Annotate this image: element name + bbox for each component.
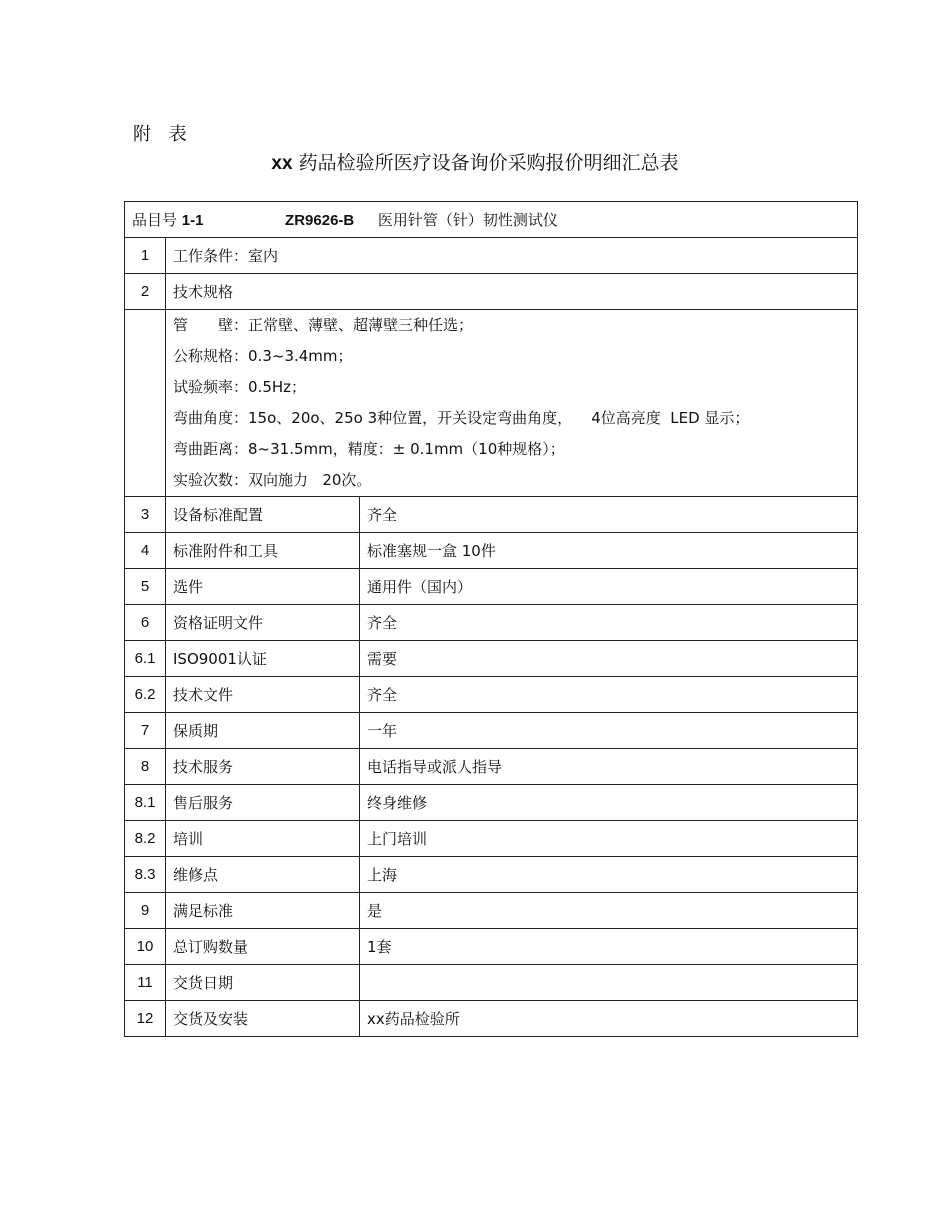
table-row [125, 821, 858, 857]
row-item: 技术文件 [166, 677, 360, 713]
row-value: 通用件（国内） [360, 569, 858, 605]
row-item: 选件 [166, 569, 360, 605]
spec-value: 0.3~3.4mm； [248, 347, 353, 365]
row-item: 满足标准 [166, 893, 360, 929]
row-number: 8 [125, 749, 166, 785]
row-item: 售后服务 [166, 785, 360, 821]
item-number: 1-1 [181, 212, 204, 229]
row-value: 需要 [360, 641, 858, 677]
table-row [125, 1001, 858, 1037]
spec-line [173, 341, 850, 372]
row-text: 工作条件：室内 [166, 238, 858, 274]
row-value: 齐全 [360, 497, 858, 533]
item-header-cell [125, 202, 858, 238]
spec-line [173, 465, 850, 496]
spec-value: 8~31.5mm，精度：± 0.1mm（10种规格）； [248, 440, 565, 458]
row-value: 上门培训 [360, 821, 858, 857]
row-value: 标准塞规一盒 10件 [360, 533, 858, 569]
spec-label: 管 壁： [173, 316, 249, 334]
table-row [125, 569, 858, 605]
row-item: 交货日期 [166, 965, 360, 1001]
table-row [125, 497, 858, 533]
table-row [125, 533, 858, 569]
row-number: 8.1 [125, 785, 166, 821]
row-value: 1套 [360, 929, 858, 965]
row-item: 总订购数量 [166, 929, 360, 965]
row-item: 设备标准配置 [166, 497, 360, 533]
spec-value: 双向施力 20次。 [248, 471, 372, 489]
row-number: 1 [125, 238, 166, 274]
table-row [125, 677, 858, 713]
row-value: 上海 [360, 857, 858, 893]
requirement-rows [125, 497, 858, 1037]
row-number: 8.3 [125, 857, 166, 893]
row-item: 维修点 [166, 857, 360, 893]
row-item: 资格证明文件 [166, 605, 360, 641]
attachment-label: 附 表 [133, 124, 193, 145]
item-number-label: 品目号 [132, 211, 178, 229]
table-row [125, 641, 858, 677]
spec-label: 公称规格： [173, 347, 249, 365]
table-row [125, 605, 858, 641]
title-prefix: xx [271, 153, 293, 174]
table-row [125, 749, 858, 785]
table-row [125, 785, 858, 821]
spec-line [173, 434, 850, 465]
row-text: 技术规格 [166, 274, 858, 310]
row-item: 技术服务 [166, 749, 360, 785]
row-number: 5 [125, 569, 166, 605]
spec-label: 实验次数： [173, 471, 249, 489]
row-value: 电话指导或派人指导 [360, 749, 858, 785]
row-value: xx药品检验所 [360, 1001, 858, 1037]
spec-value: 正常壁、薄壁、超薄壁三种任选； [248, 316, 474, 334]
row-number: 11 [125, 965, 166, 1001]
row-item: 标准附件和工具 [166, 533, 360, 569]
item-model: ZR9626-B [285, 212, 355, 229]
spec-label: 弯曲距离： [173, 440, 249, 458]
row-item: 培训 [166, 821, 360, 857]
item-name: 医用针管（针）韧性测试仪 [377, 211, 558, 229]
row-number-empty [125, 310, 166, 497]
row-number: 10 [125, 929, 166, 965]
row-number: 2 [125, 274, 166, 310]
spec-line [173, 310, 850, 341]
row-value: 一年 [360, 713, 858, 749]
row-item: 保质期 [166, 713, 360, 749]
table-row [125, 857, 858, 893]
spec-details-cell [166, 310, 858, 497]
row-value: 齐全 [360, 677, 858, 713]
spec-line [173, 403, 850, 434]
row-item: 交货及安装 [166, 1001, 360, 1037]
row-number: 12 [125, 1001, 166, 1037]
row-number: 6 [125, 605, 166, 641]
table-row [125, 274, 858, 310]
title-text: 药品检验所医疗设备询价采购报价明细汇总表 [298, 152, 679, 174]
table-row [125, 238, 858, 274]
table-row [125, 713, 858, 749]
row-number: 4 [125, 533, 166, 569]
table-row [125, 929, 858, 965]
spec-label: 试验频率： [173, 378, 249, 396]
row-value: 是 [360, 893, 858, 929]
row-number: 9 [125, 893, 166, 929]
spec-value: 15o、20o、25o 3种位置，开关设定弯曲角度， 4位高亮度 LED 显示； [248, 409, 750, 427]
document-title [0, 148, 950, 175]
row-number: 3 [125, 497, 166, 533]
table-row [125, 893, 858, 929]
row-value [360, 965, 858, 1001]
spec-label: 弯曲角度： [173, 409, 249, 427]
spec-line [173, 372, 850, 403]
spec-value: 0.5Hz； [248, 378, 307, 396]
table-row [125, 965, 858, 1001]
spec-details-row [125, 310, 858, 497]
spec-table [124, 201, 858, 1037]
row-item: ISO9001认证 [166, 641, 360, 677]
row-number: 7 [125, 713, 166, 749]
item-header-row [125, 202, 858, 238]
row-value: 齐全 [360, 605, 858, 641]
row-number: 6.2 [125, 677, 166, 713]
row-value: 终身维修 [360, 785, 858, 821]
row-number: 8.2 [125, 821, 166, 857]
row-number: 6.1 [125, 641, 166, 677]
